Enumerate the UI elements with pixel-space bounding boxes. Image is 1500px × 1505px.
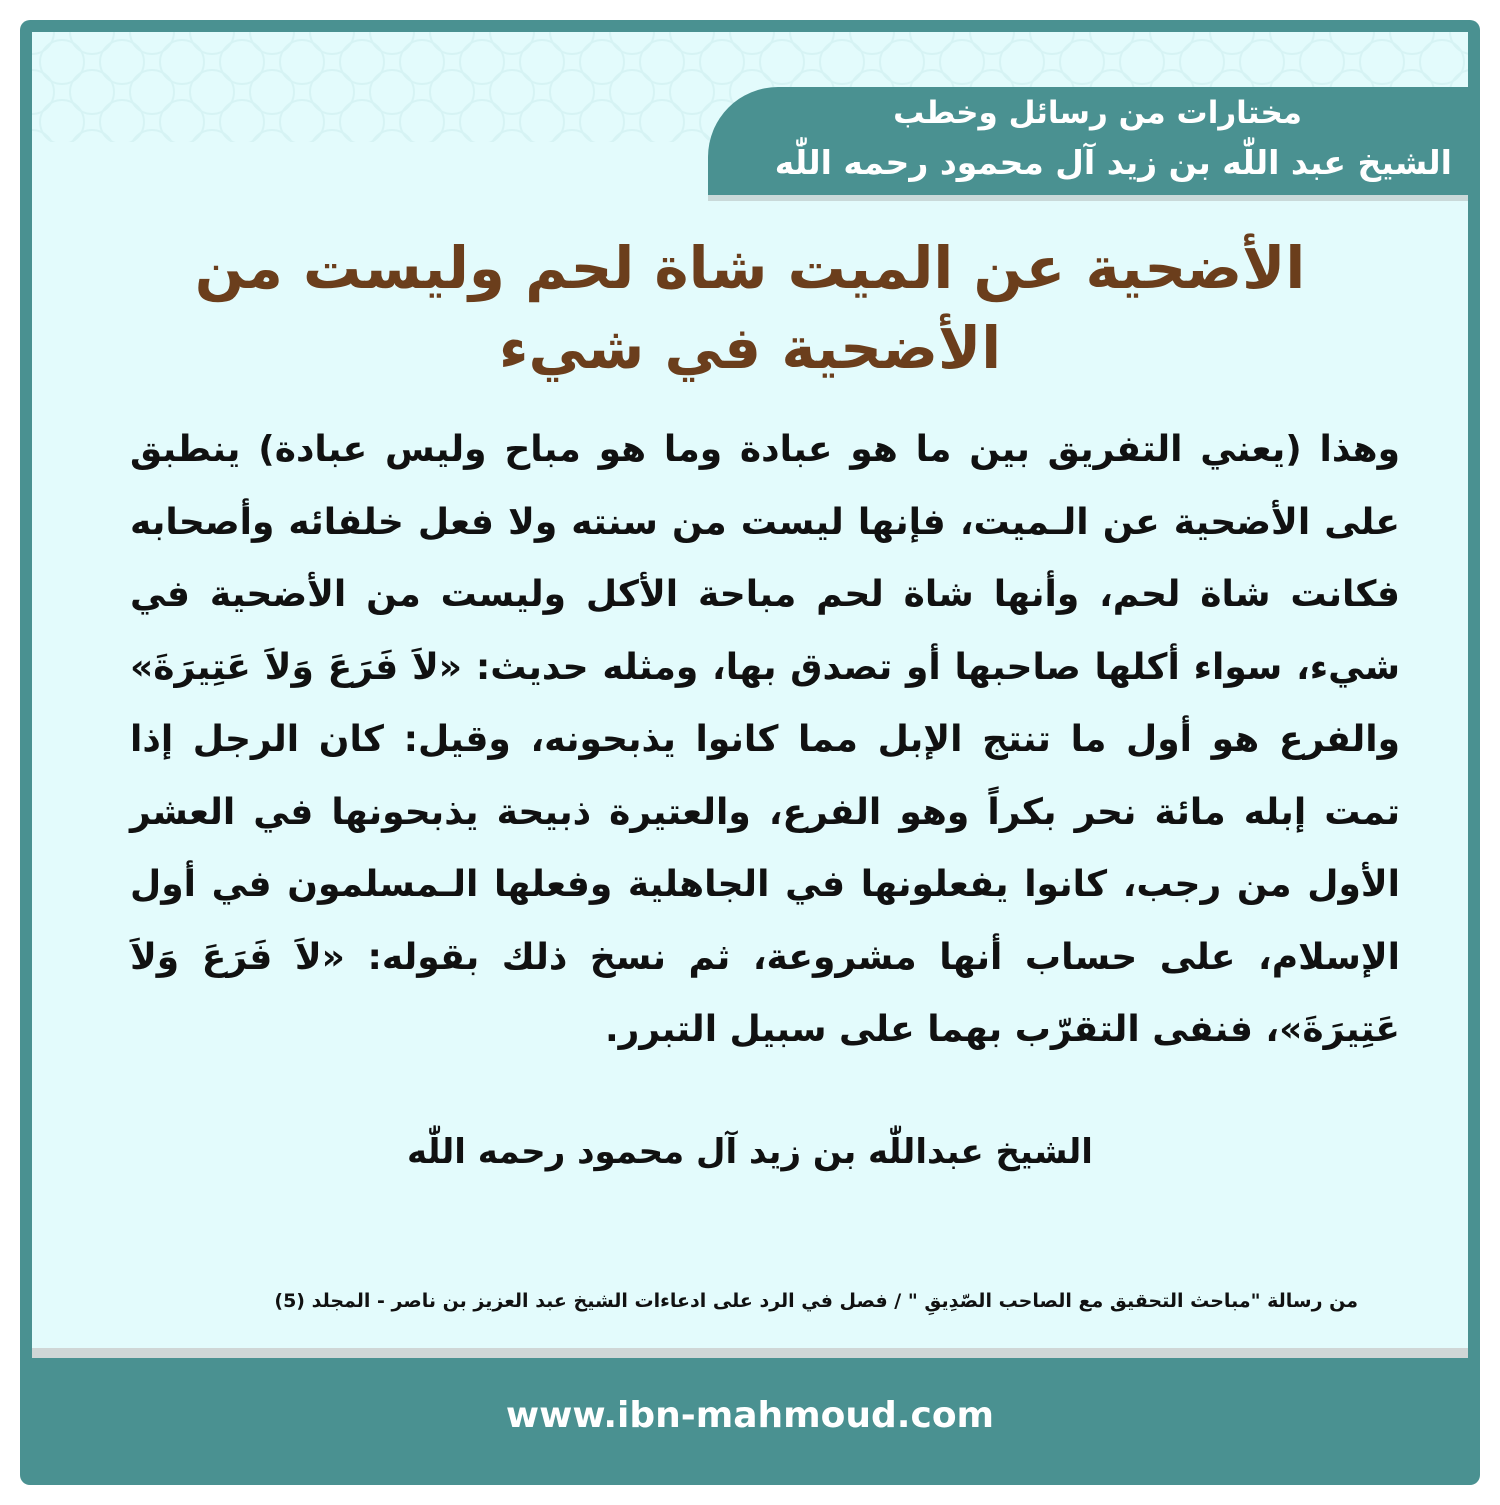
article-body: وهذا (يعني التفريق بين ما هو عبادة وما هو مباح وليس عبادة) ينطبق على الأضحية عن الـميت، فإنها ليست من سنته ولا فعل خلفائه وأصحابه فكانت شاة لحم، وأنها شاة لحم مباحة الأكل وليست من الأضحية في شيء، سواء أكلها صاحبها أو تصدق بها، ومثله حديث: «لاَ فَرَعَ وَلاَ عَتِيرَةَ» والفرع هو أول ما تنتج الإبل مما كانوا يذبحونه، وقيل: كان الرجل إذا تمت إبله مائة نحر بكراً وهو الفرع، والعتيرة ذبيحة يذبحونها في العشر الأول من رجب، كانوا يفعلونها في الجاهلية وفعلها الـمسلمون في أول الإسلام، على حساب أنها مشروعة، ثم نسخ ذلك بقوله: «لاَ فَرَعَ وَلاَ عَتِيرَةَ»، فنفى التقرّب بهما على سبيل التبرر. (130, 429, 1400, 1050)
website-url: www.ibn-mahmoud.com (505, 1395, 995, 1436)
content-panel (32, 32, 1468, 1358)
source-citation: من رسالة "مباحث التحقيق مع الصاحب الصّدِيقِ " / فصل في الرد على ادعاءات الشيخ عبد العزيز بن ناصر - المجلد (5) (274, 1290, 1358, 1312)
article-title: الأضحية عن الميت شاة لحم وليست من الأضحية في شيء (194, 234, 1306, 382)
divider (32, 1348, 1468, 1358)
series-banner (708, 87, 1468, 195)
series-title: مختارات من رسائل وخطب (893, 95, 1302, 131)
author-signature: الشيخ عبداللّٰه بن زيد آل محمود رحمه اللّٰه (407, 1132, 1093, 1172)
series-author: الشيخ عبد اللّٰه بن زيد آل محمود رحمه اللّٰه (774, 143, 1452, 182)
